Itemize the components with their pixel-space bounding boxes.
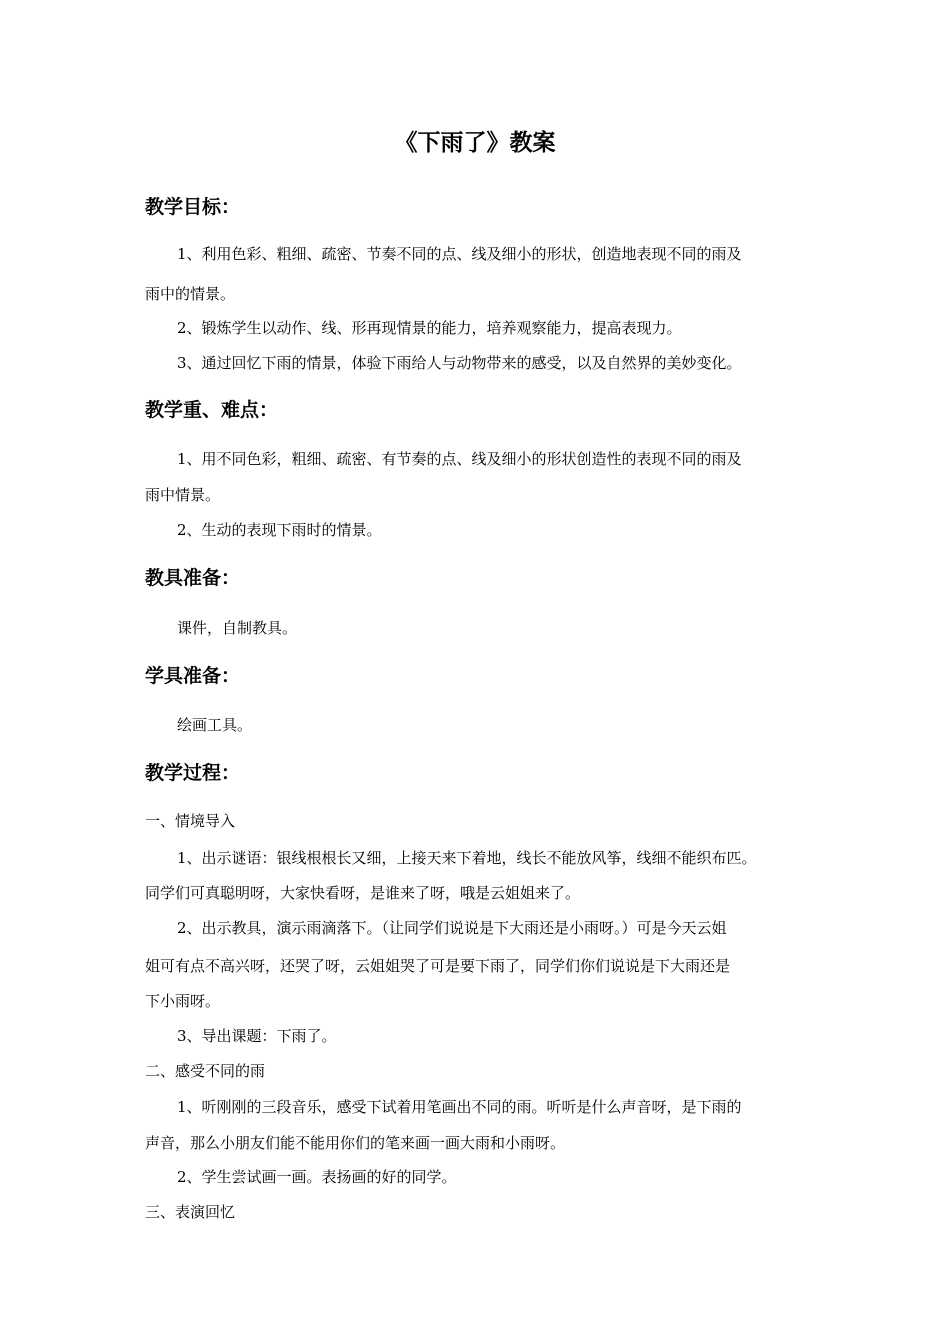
process-line: 2、出示教具，演示雨滴落下。（让同学们说说是下大雨还是小雨呀。）可是今天云姐	[177, 919, 727, 937]
process-line: 声音，那么小朋友们能不能用你们的笔来画一画大雨和小雨呀。	[145, 1134, 566, 1152]
process-line: 1、听刚刚的三段音乐，感受下试着用笔画出不同的雨。听听是什么声音呀，是下雨的	[177, 1098, 742, 1116]
heading-student-materials: 学具准备：	[145, 665, 241, 687]
goals-line-3: 3、通过回忆下雨的情景，体验下雨给人与动物带来的感受，以及自然界的美妙变化。	[177, 354, 742, 372]
goals-line-1-cont: 雨中的情景。	[145, 285, 236, 303]
process-part-2-title: 二、感受不同的雨	[145, 1062, 266, 1080]
student-materials-line-1: 绘画工具。	[177, 716, 253, 734]
heading-teaching-aids: 教具准备：	[145, 567, 241, 589]
process-line: 1、出示谜语：银线根根长又细，上接天来下着地，线长不能放风筝，线细不能织布匹。	[177, 849, 757, 867]
process-line: 3、导出课题：下雨了。	[177, 1027, 337, 1045]
heading-teaching-process: 教学过程：	[145, 762, 241, 784]
process-line: 2、学生尝试画一画。表扬画的好的同学。	[177, 1168, 457, 1186]
teaching-aids-line-1: 课件，自制教具。	[177, 619, 298, 637]
key-points-line-1: 1、用不同色彩，粗细、疏密、有节奏的点、线及细小的形状创造性的表现不同的雨及	[177, 450, 742, 468]
heading-teaching-goals: 教学目标：	[145, 196, 241, 218]
document-title: 《下雨了》教案	[394, 130, 556, 156]
process-line: 下小雨呀。	[145, 992, 221, 1010]
key-points-line-2: 2、生动的表现下雨时的情景。	[177, 521, 382, 539]
goals-line-2: 2、锻炼学生以动作、线、形再现情景的能力，培养观察能力，提高表现力。	[177, 319, 682, 337]
goals-line-1: 1、利用色彩、粗细、疏密、节奏不同的点、线及细小的形状，创造地表现不同的雨及	[177, 245, 742, 263]
process-part-3-title: 三、表演回忆	[145, 1203, 236, 1221]
process-line: 姐可有点不高兴呀，还哭了呀，云姐姐哭了可是要下雨了，同学们你们说说是下大雨还是	[145, 957, 731, 975]
heading-key-points: 教学重、难点：	[145, 399, 279, 421]
process-part-1-title: 一、情境导入	[145, 812, 236, 830]
process-line: 同学们可真聪明呀，大家快看呀，是谁来了呀，哦是云姐姐来了。	[145, 884, 581, 902]
key-points-line-1-cont: 雨中情景。	[145, 486, 221, 504]
